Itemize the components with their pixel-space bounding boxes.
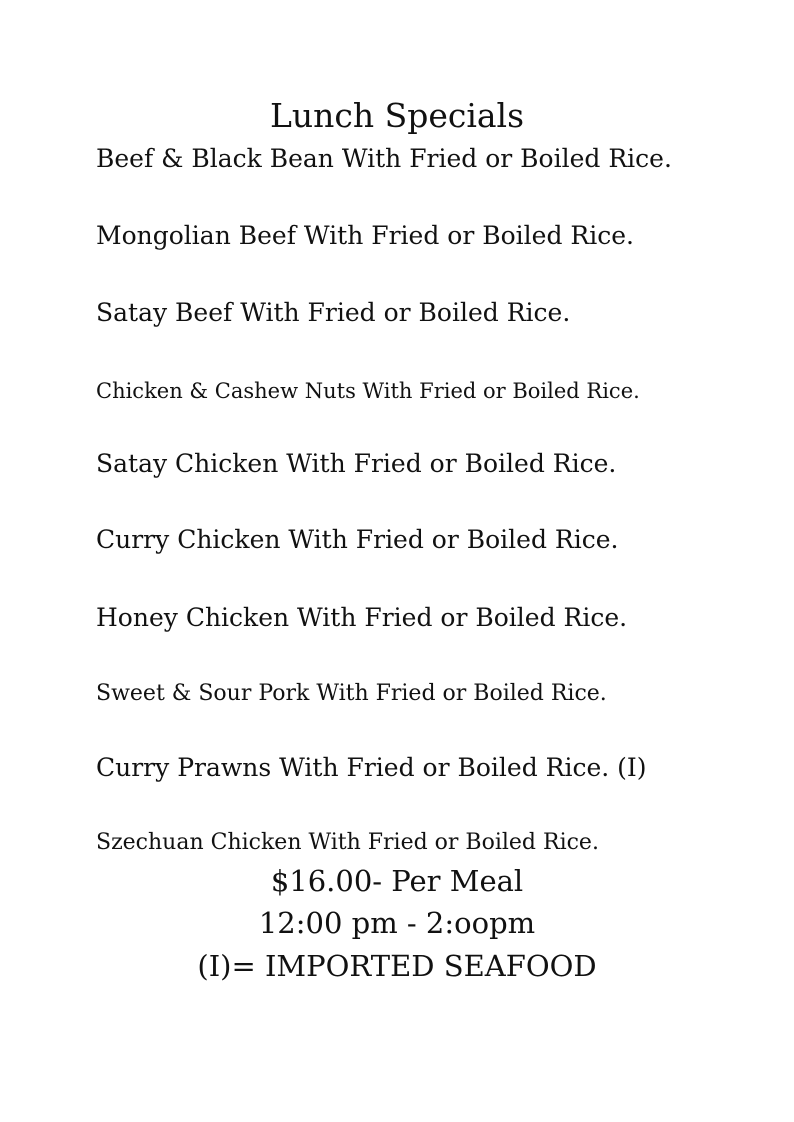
menu-item-beef-black-bean: Beef & Black Bean With Fried or Boiled Rice. [96, 144, 672, 173]
hours-line: 12:00 pm - 2:oopm [258, 906, 536, 940]
menu-item-honey-chicken: Honey Chicken With Fried or Boiled Rice. [96, 603, 628, 632]
menu-item-chicken-cashew: Chicken & Cashew Nuts With Fried or Boiled Rice. [96, 379, 640, 403]
page-title: Lunch Specials [269, 96, 525, 135]
price-line: $16.00- Per Meal [270, 864, 524, 898]
menu-item-mongolian-beef: Mongolian Beef With Fried or Boiled Rice. [96, 221, 634, 250]
menu-item-satay-chicken: Satay Chicken With Fried or Boiled Rice. [96, 449, 617, 478]
imported-seafood-note: (I)= IMPORTED SEAFOOD [197, 949, 597, 983]
menu-item-sweet-sour-pork: Sweet & Sour Pork With Fried or Boiled Rice. [96, 681, 607, 706]
menu-item-satay-beef: Satay Beef With Fried or Boiled Rice. [96, 298, 571, 327]
menu-item-curry-chicken: Curry Chicken With Fried or Boiled Rice. [96, 525, 619, 554]
menu-item-szechuan-chicken: Szechuan Chicken With Fried or Boiled Rice. [96, 830, 599, 855]
menu-item-curry-prawns: Curry Prawns With Fried or Boiled Rice. (I) [96, 753, 647, 782]
